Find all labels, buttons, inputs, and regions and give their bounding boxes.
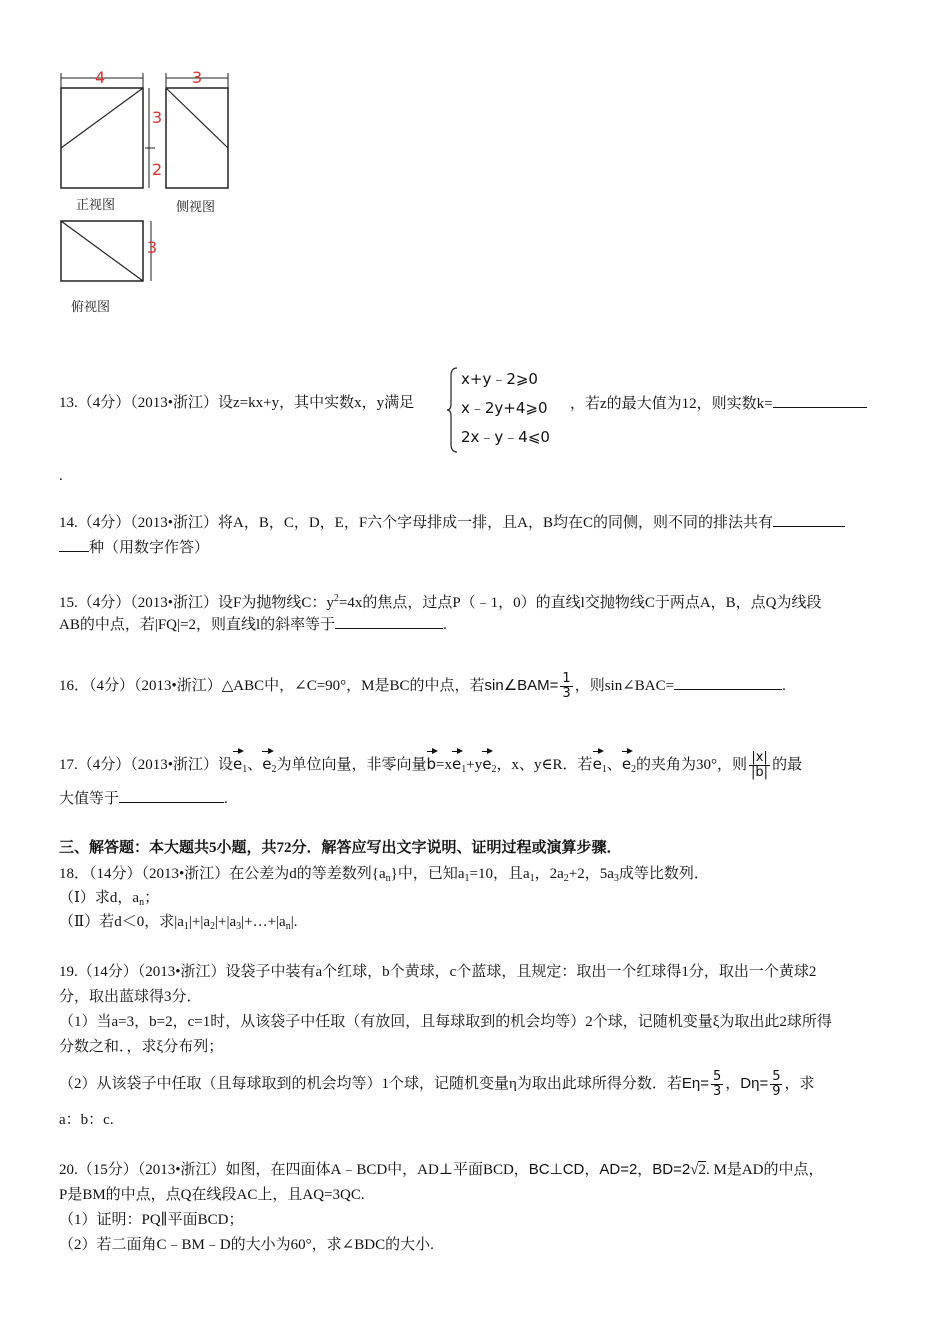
vector-e2: e <box>262 748 271 774</box>
q20-line4: （2）若二面角C﹣BM﹣D的大小为60°，求∠BDC的大小. <box>59 1237 434 1253</box>
q17-line1: 17.（4分）（2013•浙江）设$e_1$、$e_2$为单位向量，非零向量$b=xe_1+ye_2$，x、y∈R．若$e_1$、$e_2$的夹角为30°，则 $\frac{|x|}{|b|}$ 的最 <box>59 748 802 780</box>
q19-d-fraction: $\frac{5}{9}$ <box>772 1069 781 1099</box>
sqrt-symbol: √ <box>690 1162 699 1178</box>
top-height-dim: 3 <box>147 238 158 257</box>
vector-e1-b: e <box>452 748 461 774</box>
q15-answer-blank[interactable] <box>335 614 443 629</box>
q13-answer-blank[interactable] <box>773 393 867 408</box>
q13-inequality-1: x+y﹣2⩾0 <box>461 370 538 388</box>
vector-e2-c: e <box>622 748 631 774</box>
q18-line2: （Ⅰ）求d，$a_n$； <box>59 890 160 908</box>
q16-fraction: $\frac{1}{3}$ <box>562 671 571 701</box>
q14-answer-blank-a[interactable] <box>773 512 845 527</box>
q19-line5: （2）从该袋子中任取（且每球取到的机会均等）1个球，记随机变量η为取出此球所得分数．若Eη= $\frac{5}{3}$ ，Dη= $\frac{5}{9}$ ，求 <box>59 1069 815 1099</box>
front-height-dim-bottom: 2 <box>152 160 163 179</box>
q14-answer-blank-b[interactable] <box>59 537 89 552</box>
front-view-label: 正视图 <box>76 198 116 213</box>
section3-title: 三、解答题：本大题共5小题，共72分．解答应写出文字说明、证明过程或演算步骤． <box>59 840 622 856</box>
q13-inequality-2: x﹣2y+4⩾0 <box>461 399 548 417</box>
q19-line4: 分数之和．，求ξ分布列； <box>59 1039 224 1055</box>
q17-line2: 大值等于 . <box>59 788 228 809</box>
q19-line3: （1）当a=3，b=2，c=1时，从该袋子中任取（有放回，且每球取到的机会均等）2个球，记随机变量ξ为取出此2球所得 <box>59 1014 832 1030</box>
front-height-dim-top: 3 <box>152 108 163 127</box>
q20-line2: P是BM的中点，点Q在线段AC上，且AQ=3QC. <box>59 1187 365 1203</box>
side-view-label: 侧视图 <box>176 200 216 215</box>
q17-answer-blank[interactable] <box>119 788 224 803</box>
q16-line: 16．（4分）（2013•浙江）△ABC中，∠C=90°，M是BC的中点，若sin∠BAM= $\frac{1}{3}$ ，则sin∠BAC= . <box>59 671 786 701</box>
vector-b: b <box>427 748 437 774</box>
three-view-figure <box>55 68 245 318</box>
q13-inequality-3: 2x﹣y﹣4⩽0 <box>461 428 550 446</box>
q19-line6: a：b：c. <box>59 1112 114 1128</box>
q16-answer-blank[interactable] <box>674 675 782 690</box>
q13-end: . <box>59 468 63 484</box>
q13-suffix: ，若z的最大值为12，则实数k= <box>570 393 867 414</box>
q19-line1: 19.（14分）（2013•浙江）设袋子中装有a个红球，b个黄球，c个蓝球，且规定：取出一个红球得1分，取出一个黄球2 <box>59 964 817 980</box>
top-view-label: 俯视图 <box>71 300 111 315</box>
front-width-dim: 4 <box>95 68 106 87</box>
side-width-dim: 3 <box>192 68 203 87</box>
q18-line1: 18．（14分）（2013•浙江）在公差为d的等差数列$\{a_n\}$中，已知$a_1=10$，且$a_1$，$2a_2+2$，$5a_3$成等比数列． <box>59 866 709 884</box>
q13-prefix: 13.（4分）（2013•浙江）设z=kx+y，其中实数x，y满足 <box>59 395 415 411</box>
q13-system-brace <box>447 366 459 454</box>
side-view <box>166 73 228 188</box>
q14-line2: 种（用数字作答） <box>59 537 209 558</box>
q19-line2: 分，取出蓝球得3分． <box>59 989 202 1005</box>
front-view <box>61 73 155 188</box>
vector-e1: e <box>233 748 242 774</box>
q17-fraction: $\frac{|x|}{|b|}$ <box>751 750 769 781</box>
q19-e-fraction: $\frac{5}{3}$ <box>712 1069 722 1099</box>
top-view <box>61 221 151 281</box>
q15-line2: AB的中点，若|FQ|=2，则直线l的斜率等于 . <box>59 614 447 635</box>
vector-e1-c: e <box>593 748 602 774</box>
q20-line1: 20.（15分）（2013•浙江）如图，在四面体A﹣BCD中，AD⊥平面BCD，BC⊥CD，AD=2，BD=2√2. M是AD的中点， <box>59 1161 824 1178</box>
q20-line3: （1）证明：PQ∥平面BCD； <box>59 1212 244 1228</box>
q18-line3: （Ⅱ）若d＜0，求$|a_1|+|a_2|+|a_3|+\dots+|a_n|$. <box>59 914 298 932</box>
vector-e2-b: e <box>482 748 491 774</box>
q15-line1: 15.（4分）（2013•浙江）设F为抛物线C：$y^2=4x$的焦点，过点P（﹣1，0）的直线l交抛物线C于两点A，B，点Q为线段 <box>59 593 822 611</box>
q14-line1: 14.（4分）（2013•浙江）将A，B，C，D，E，F六个字母排成一排，且A，B均在C的同侧，则不同的排法共有 <box>59 512 845 533</box>
